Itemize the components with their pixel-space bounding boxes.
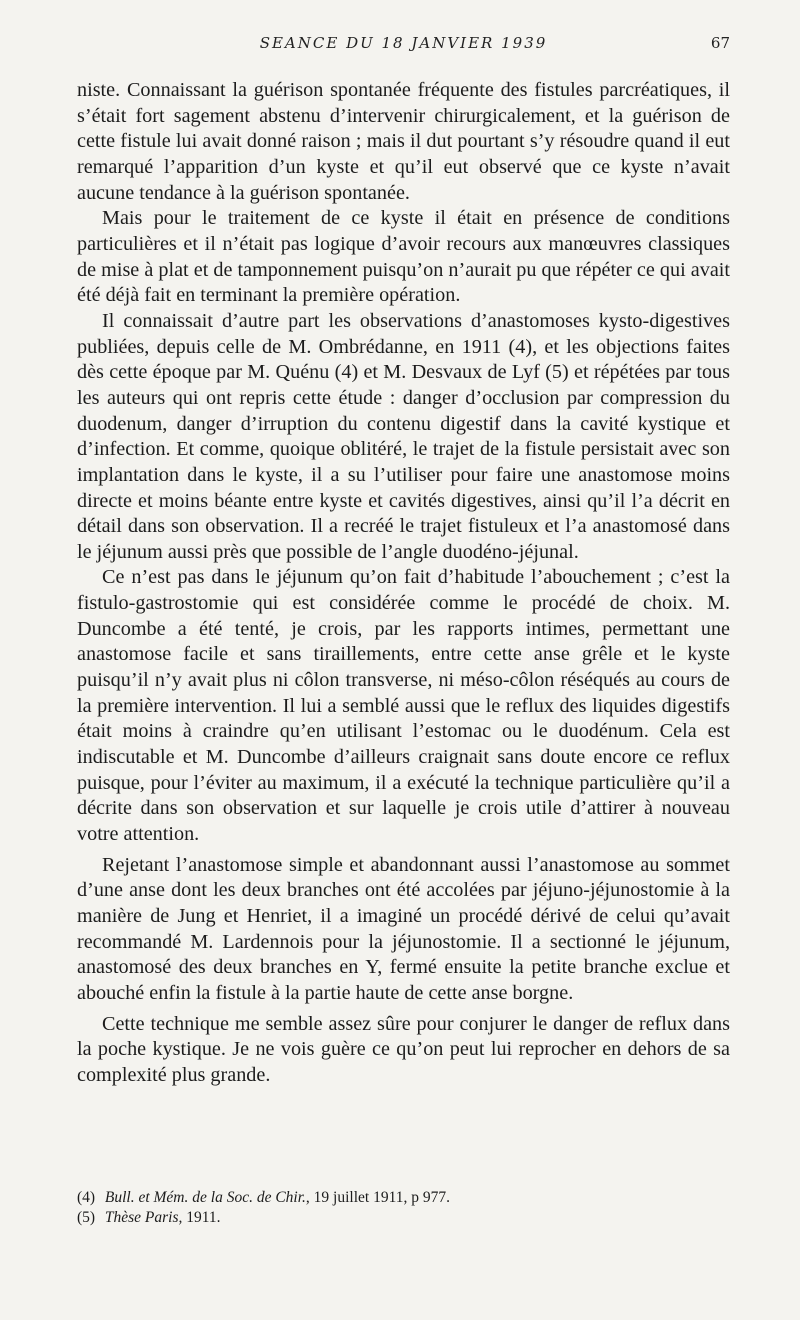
footnote-details: , 19 juillet 1911, p 977. (305, 1189, 450, 1206)
paragraph: Il connaissait d’autre part les observations d’anastomoses kysto-digestives publiées, depuis celle de M. Ombrédanne, en 1911 (4), et les objections faites dès cette époque par M. Quénu (4) et M. Desvaux de Lyf (5) et répétées par tous les auteurs qui ont repris cette étude : danger d’occlusion par compression du duodenum, danger d’irruption du contenu digestif dans la cavité kystique et d’infection. Et comme, quoique oblitéré, le trajet de la fistule persistait avec son implantation dans le kyste, il a su l’utiliser pour faire une anastomose moins directe et moins béante entre kyste et cavités digestives, ainsi qu’il l’a décrit en détail dans son observation. Il a recréé le trajet fistuleux et l’a anastomosé dans le jéjunum aussi près que possible de l’angle duodéno-jéjunal. (77, 309, 730, 563)
footnote-details: 1911. (182, 1209, 221, 1226)
paragraph: Rejetant l’anastomose simple et abandonnant aussi l’anastomose au sommet d’une anse dont les deux branches ont été accolées par jéjuno-jéjunostomie à la manière de Jung et Henriet, il a imaginé un procédé dérivé de celui qu’avait recommandé M. Lardennois pour la jéjunostomie. Il a sectionné le jéjunum, anastomosé des deux branches en Y, fermé ensuite la petite branche exclue et abouché enfin la fistule à la partie haute de cette anse borgne. (77, 853, 730, 1004)
running-title: SEANCE DU 18 JANVIER 1939 (259, 34, 548, 52)
footnote (77, 1208, 730, 1228)
page-number: 67 (710, 34, 730, 52)
footnote-source: Thèse Paris, (104, 1209, 183, 1226)
footnote-number: (5) (77, 1209, 96, 1226)
paragraph: niste. Connaissant la guérison spontanée fréquente des fistules parcréatiques, il s’était fort sagement abstenu d’intervenir chirurgicalement, et la guérison de cette fistule lui avait donné raison ; mais il dut pourtant s’y résoudre quand il eut remarqué l’apparition d’un kyste et qu’il eut observé que ce kyste n’avait aucune tendance à la guérison spontanée. (77, 79, 730, 204)
paragraph: Cette technique me semble assez sûre pour conjurer le danger de reflux dans la poche kystique. Je ne vois guère ce qu’on peut lui reprocher en dehors de sa complexité plus grande. (77, 1012, 730, 1086)
footnotes (77, 1188, 730, 1228)
paragraph: Mais pour le traitement de ce kyste il était en présence de conditions particulières et il n’était pas logique d’avoir recours aux manœuvres classiques de mise à plat et de tamponnement puisqu’on n’aurait pu que répéter ce qui avait été déjà fait en terminant la première opération. (77, 207, 730, 307)
footnote-number: (4) (77, 1189, 96, 1206)
page-header (77, 34, 730, 58)
paragraph: Ce n’est pas dans le jéjunum qu’on fait d’habitude l’abouchement ; c’est la fistulo-gastrostomie qui est considérée comme le procédé de choix. M. Duncombe a été tenté, je crois, par les rapports intimes, permettant une anastomose facile et sans tiraillements, entre cette anse grêle et le kyste puisqu’il n’y avait plus ni côlon transverse, ni méso-côlon réséqués au cours de la première intervention. Il lui a semblé aussi que le reflux des liquides digestifs était moins à craindre qu’en utilisant l’estomac ou le duodénum. Cela est indiscutable et M. Duncombe d’ailleurs craignait sans doute encore ce reflux puisque, pour l’éviter au maximum, il a exécuté la technique particulière qu’il a décrite dans son observation et sur laquelle je crois utile d’attirer à nouveau votre attention. (77, 566, 730, 846)
footnote-source: Bull. et Mém. de la Soc. de Chir. (104, 1189, 306, 1206)
body-text (77, 78, 730, 1089)
footnote (77, 1188, 730, 1208)
